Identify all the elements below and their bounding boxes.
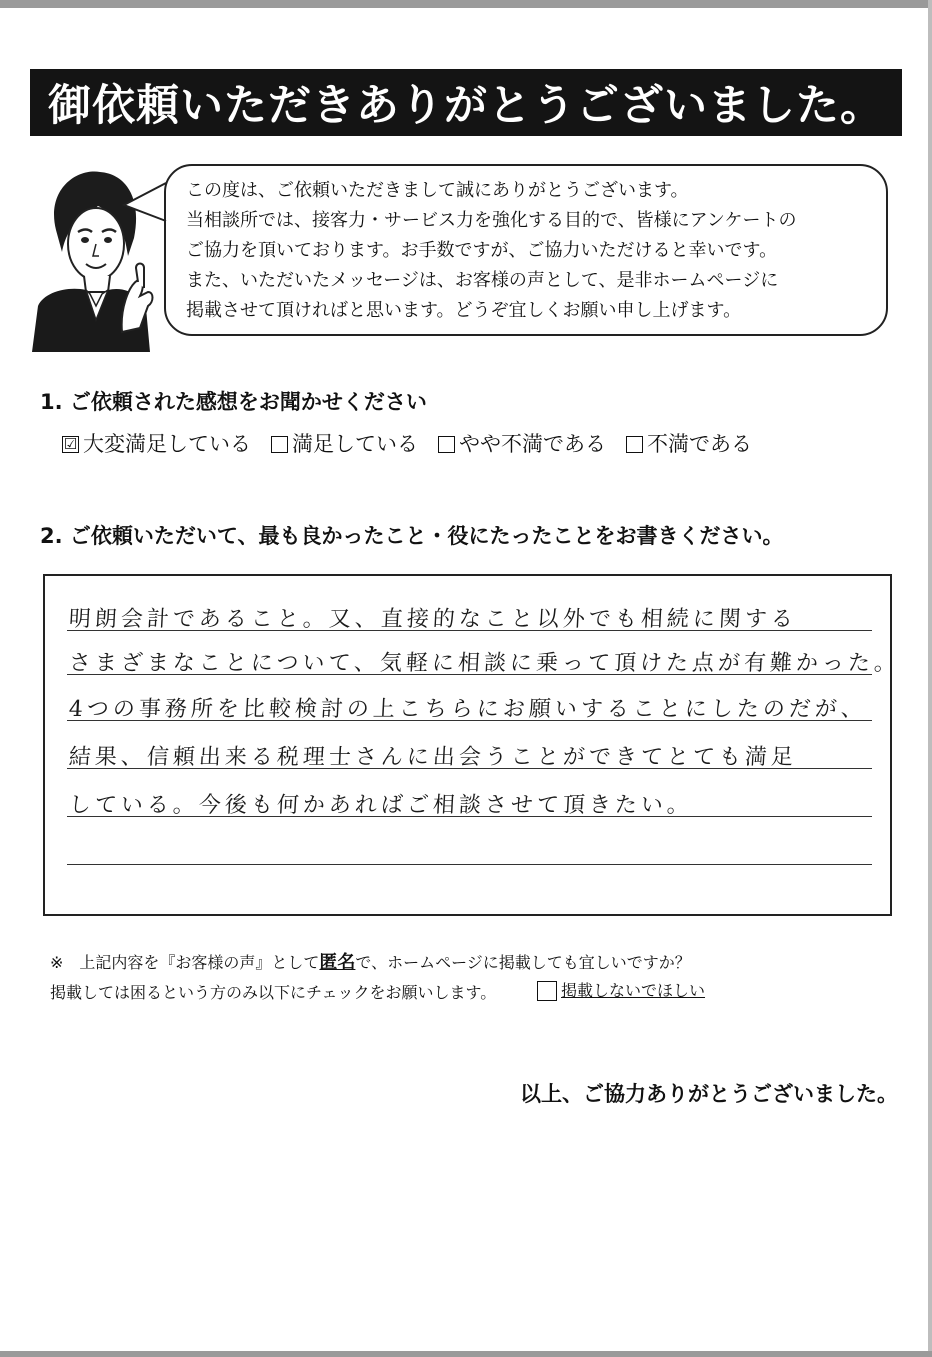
checkbox[interactable]: [271, 436, 288, 453]
question1-heading: 1. ご依頼された感想をお聞かせください: [40, 390, 427, 414]
option-slightly-dissatisfied[interactable]: [438, 428, 606, 458]
handwritten-line: している。今後も何かあればご相談させて頂きたい。: [68, 793, 694, 818]
option-label: 大変満足している: [83, 432, 251, 456]
option-satisfied[interactable]: [271, 428, 418, 458]
handwritten-line: 4つの事務所を比較検討の上こちらにお願いすることにしたのだが、: [68, 697, 868, 722]
greeting-line: この度は、ご依頼いただきまして誠にありがとうございます。: [186, 180, 689, 201]
greeting-line: また、いただいたメッセージは、お客様の声として、是非ホームページに: [186, 270, 779, 291]
option-label: 満足している: [292, 432, 418, 456]
note-prefix: ※ 上記内容を『お客様の声』として: [50, 953, 320, 972]
handwritten-line: 結果、信頼出来る税理士さんに出会うことができてとても満足: [68, 745, 798, 770]
opt-out-option[interactable]: [537, 978, 705, 1001]
handwritten-line: 明朗会計であること。又、直接的なこと以外でも相続に関する: [68, 607, 798, 632]
greeting-line: ご協力を頂いております。お手数ですが、ご協力いただけると幸いです。: [186, 240, 778, 261]
answer-box[interactable]: [43, 574, 901, 916]
checkbox-checked[interactable]: ☑: [63, 434, 78, 453]
bottom-border: [0, 1351, 932, 1357]
handwritten-line: さまざまなことについて、気軽に相談に乗って頂けた点が有難かった。: [68, 651, 901, 676]
speech-bubble-tail: [122, 175, 168, 235]
publish-consent-question: [50, 948, 691, 974]
opt-out-label: 掲載しないでほしい: [561, 981, 706, 1000]
checkbox[interactable]: [626, 436, 643, 453]
top-border: [0, 0, 932, 8]
ruled-line: [67, 864, 872, 865]
greeting-line: 掲載させて頂ければと思います。どうぞ宜しくお願い申し上げます。: [186, 300, 742, 321]
publish-consent-instruction: 掲載しては困るという方のみ以下にチェックをお願いします。: [50, 983, 497, 1002]
option-very-satisfied[interactable]: [62, 428, 251, 458]
anonymous-emphasis: 匿名: [319, 952, 356, 973]
option-label: 不満である: [647, 432, 752, 456]
page-title: 御依頼いただきありがとうございました。: [30, 69, 902, 136]
option-dissatisfied[interactable]: [626, 428, 752, 458]
closing-message: 以上、ご協力ありがとうございました。: [520, 1082, 898, 1106]
opt-out-checkbox[interactable]: [537, 981, 557, 1001]
question2-heading: 2. ご依頼いただいて、最も良かったこと・役にたったことをお書きください。: [40, 524, 784, 548]
checkbox[interactable]: [438, 436, 455, 453]
option-label: やや不満である: [459, 432, 606, 456]
satisfaction-options: [62, 428, 752, 458]
greeting-message: [164, 164, 888, 336]
right-border: [928, 0, 932, 1357]
note-suffix: で、ホームページに掲載しても宜しいですか？: [355, 953, 691, 972]
greeting-line: 当相談所では、接客力・サービス力を強化する目的で、皆様にアンケートの: [186, 210, 797, 231]
